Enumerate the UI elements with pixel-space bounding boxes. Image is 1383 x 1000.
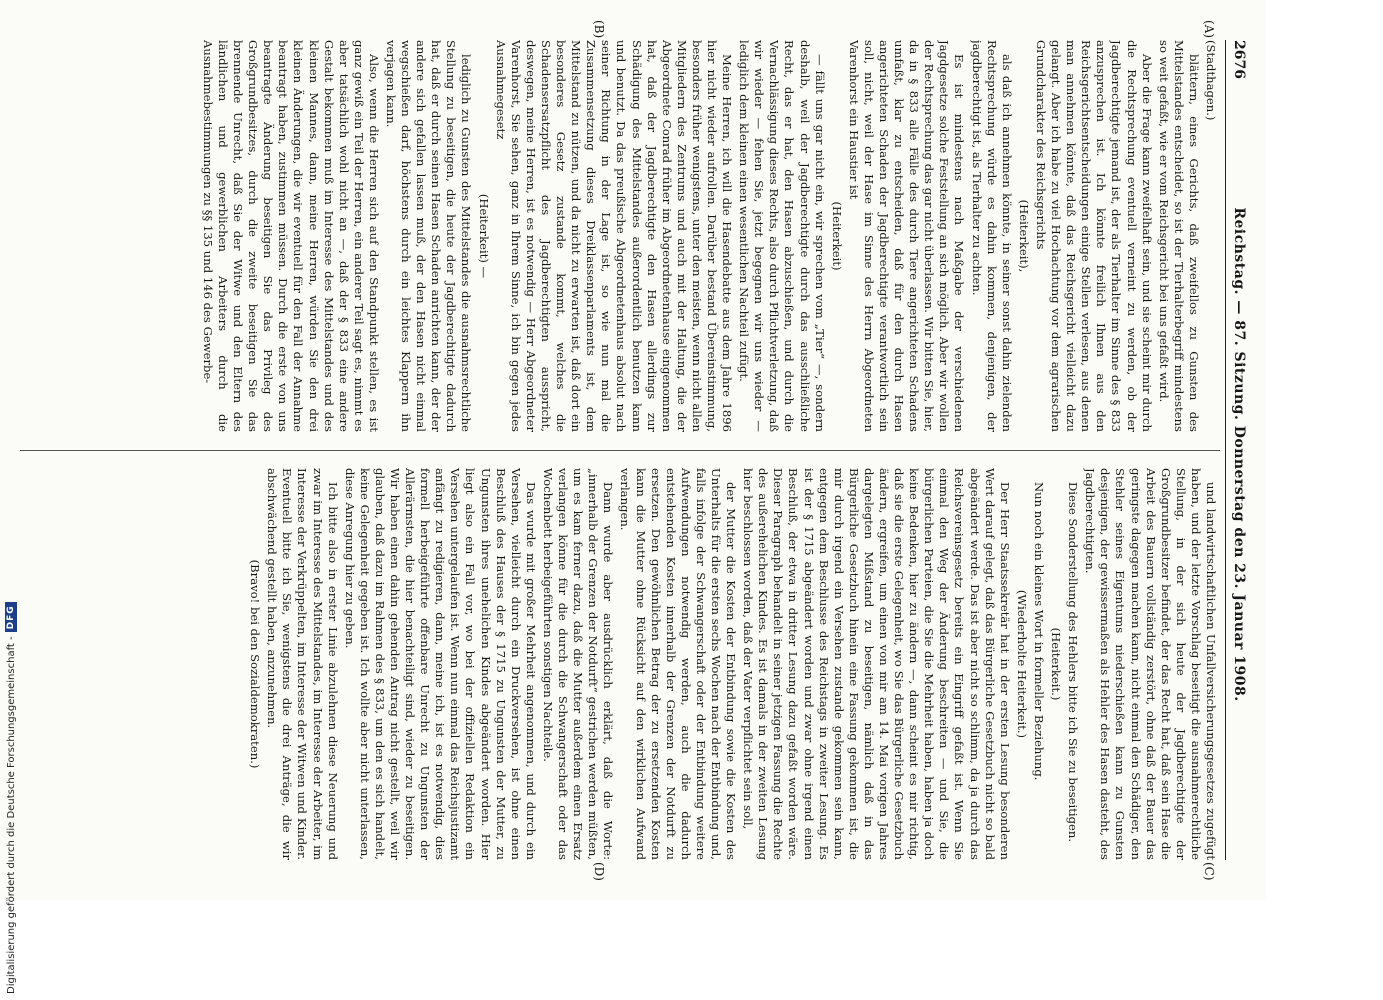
- header-rule: [1225, 40, 1226, 860]
- paragraph: als daß ich annehmen könnte, in seiner sonst dahin zielenden Rechtsprechung würde es dahin kommen, denjenigen, der jagdberechtigt ist, als Tierhalter zu achten.: [969, 40, 1014, 432]
- paragraph: (Heiterkeit),: [1016, 199, 1031, 273]
- right-text-column: [18, 468, 1218, 860]
- paragraph: (Stadthagen.): [1204, 40, 1218, 121]
- margin-mark-a: (A): [1202, 20, 1216, 39]
- digitization-footer: [0, 0, 22, 1000]
- paragraph: lediglich zu Gunsten des Mittelstandes die ausnahmsrechtliche Stellung zu beseitigen, die heute der Jagdberechtigte dadurch hat, daß er durch seinen Hasen Schaden anrichten kann, der der andere sich gefallen lassen muß, der den Hasen nicht einmal wegschießen darf, höchstens durch ein leichtes Klappern ihn verjagen kann.: [384, 40, 474, 432]
- paragraph: — fällt uns gar nicht ein, wir sprechen vom „Tier“ —, sondern deshalb, weil der Jagdberechtigte durch das ausschließliche Recht, das er hat, den Hasen abzuschießen, und durch die Vernachlässigung dieses Rechts, also durch Pflichtverletzung, daß wir wieder — fehen Sie, jetzt begegnen wir uns wieder — lediglich dem kleinen einen wesentlichen Nachteil zufügt.: [737, 40, 827, 432]
- margin-mark-c: (C): [1202, 862, 1216, 881]
- page-number: 2676: [1231, 40, 1247, 79]
- left-text-column: [18, 40, 1218, 432]
- paragraph: und landwirtschaftlichen Unfallversicherungsgesetzes zugefügt haben, und der letzte Vorschlag beseitigt die ausnahmerechtliche Stellung, in der sich heute der Jagdberechtigte der Großgrundbesitzer befindet, der das Recht hat, daß sein Hase die Arbeit des Bauern vollständig zerstört, ohne daß der Bauer das geringste dagegen machen kann, nicht einmal den Schädiger, den Stehler seines Eigentums niederschießen kann zu Gunsten desjenigen, der gewissermaßen als Hehler des Hasen dasteht, des Jagdberechtigten.: [1083, 468, 1218, 860]
- paragraph: Nun noch ein kleines Wort in formeller Beziehung.: [1031, 482, 1046, 781]
- margin-mark-d: (D): [592, 862, 606, 881]
- paragraph: Diese Sonderstellung des Hehlers bitte ich Sie zu beseitigen.: [1066, 482, 1081, 843]
- paragraph: Aber die Frage kann zweifelhaft sein, und sie scheint mir durch die Rechtsprechung eventuell verneint zu werden, ob der Jagdberechtigte jemand ist, der als Tierhalter im Sinne des § 833 anzusprechen ist. Ich könnte freilich Ihnen aus den Reichsgerichtsentscheidungen einige Stellen verlesen, aus denen man annehmen könnte, daß das Reichsgericht vielleicht dazu gelangt. Aber ich habe zu viel Hochachtung vor dem agrarischen Grundcharakter des Reichsgerichts: [1033, 40, 1154, 432]
- paragraph: (Wiederholte Heiterkeit.): [1014, 589, 1029, 739]
- paragraph: der Mutter die Kosten der Entbindung sowie die Kosten des Unterhalts für die ersten sechs Wochen nach der Entbindung und, falls infolge der Schwangerschaft oder der Entbindung weitere Aufwendungen notwendig werden, auch die dadurch entstehenden Kosten innerhalb der Grenzen der Notdurft zu ersetzen. Den gewöhnlichen Betrag der zu ersetzenden Kosten kann die Mutter ohne Rücksicht auf den wirklichen Aufwand verlangen.: [618, 468, 739, 860]
- margin-mark-b: (B): [592, 20, 606, 39]
- paragraph: (Bravo! bei den Sozialdemokraten.): [248, 559, 263, 769]
- paragraph: (Heiterkeit): [829, 201, 844, 271]
- paragraph: Das wurde mit großer Mehrheit angenommen, und durch ein Versehen, vielleicht durch ein Druckversehen, ist ohne einen Beschluß des Hauses der § 1715 zu Ungunsten der Mutter, zu Ungunsten ihres unehelichen Kindes abgeändert worden. Hier liegt also ein Fall vor, wo bei der offiziellen Redaktion ein Versehen untergelaufen ist. Wenn nun einmal das Reichsjustizamt anfängt zu redigieren, dann, meine ich, ist es notwendig, dies formell herbeigeführte offenbare Unrecht zu Ungunsten der Allerärmsten, die hier benachteiligt sind, wieder zu beseitigen. Wir haben einen dahin gehenden Antrag nicht gestellt, weil wir glauben, daß dazu im Rahmen des § 833, um den es sich handelt, keine Gelegenheit gegeben ist. Ich wollte aber nicht unterlassen, diese Anregung hier zu geben.: [342, 468, 538, 860]
- paragraph: (Heiterkeit.): [1049, 627, 1064, 701]
- paragraph: Also, wenn die Herren sich auf den Standpunkt stellen, es ist ganz gewiß ein Teil der Herren, ein anderer Teil sagt es, nimmt es aber tatsächlich wohl nicht an —, daß der § 833 eine andere Gestalt bekommen muß im Interesse des Mittelstandes und des kleinen Mannes, dann, meine Herren, würden Sie den drei kleinen Änderungen, die wir eventuell für den Fall der Annahme beantragt haben, zustimmen müssen. Durch die erste von uns beantragte Änderung beseitigen Sie das Privileg des Großgrundbesitzes, durch die zweite beseitigen Sie das brennende Unrecht, daß Sie der Witwe und den Eltern des ländlichen und gewerblichen Arbeiters durch die Ausnahmebestimmungen zu §§ 135 und 146 des Gewerbe-: [200, 40, 381, 432]
- dfg-logo: DFG: [5, 602, 17, 632]
- paragraph: Ich bitte also in erster Linie abzulehnen diese Neuerung und zwar im Interesse des Mittelstandes, im Interesse der Arbeiter, im Interesse der Verkrüppelten, im Interesse der Witwen und Kinder. Eventuell bitte ich Sie, wenigstens die drei Anträge, die wir abschwächend gestellt haben, anzunehmen.: [265, 468, 340, 860]
- page-header: [1228, 40, 1250, 860]
- paragraph: Der Herr Staatssekretär hat in der ersten Lesung besonderen Wert darauf gelegt, daß das Bürgerliche Gesetzbuch nicht so bald abgeändert werde. Das ist aber nicht so schlimm, da ja durch das Reichsvereinsgesetz bereits ein Eingriff gefaßt ist. Wenn Sie einmal den Weg der Änderung beschreiten — und Sie, die bürgerlichen Parteien, die Sie die Mehrheit haben, haben ja doch keine Bedenken, hier zu ändern —, dann scheint es mir richtig, daß sie die erste Gelegenheit, wo Sie das Bürgerliche Gesetzbuch ändern, ergreifen, um einen von mir am 14. Mai vorigen Jahres dargelegten Mißstand zu beseitigen, nämlich daß in das Bürgerliche Gesetzbuch hinein eine Fassung gekommen ist, die mir durch irgend ein Versehen zustande gekommen sein kann, entgegen dem Beschlusse des Reichstags in zweiter Lesung. Es ist der § 1715 abgeändert worden und zwar ohne irgend einen Beschluß, der etwa in dritter Lesung dazu gefaßt worden wäre. Dieser Paragraph behandelt in seiner jetzigen Fassung die Rechte des außerehelichen Kindes. Es ist damals in der zweiten Lesung hier beschlossen worden, daß der Vater verpflichtet sein soll,: [741, 468, 1012, 860]
- paragraph: blättern, eines Gerichts, daß zweifellos zu Gunsten des Mittelstandes entscheidet, so ist der Tierhalterbegriff mindestens so weit gefaßt, wie er vom Reichsgericht bei uns gefaßt wird.: [1156, 40, 1201, 432]
- column-divider: [20, 450, 1220, 451]
- page-title: Reichstag. — 87. Sitzung. Donnerstag den 23. Januar 1908.: [1231, 207, 1247, 702]
- paragraph: Meine Herren, ich will die Hasendebatte aus dem Jahre 1896 hier nicht wieder aufrollen. Darüber bestand Übereinstimmung, besonders früher wenigstens, unter den meisten, wenn nicht allen Mitgliedern des Zentrums und auch mit der Haltung, die der Abgeordnete Conrad früher im Abgeordnetenhause eingenommen hat, daß der Jagdberechtigte den Hasen allerdings zur Schädigung des Mittelstandes außerordentlich benutzen kann und benutzt. Da das preußische Abgeordnetenhaus absolut nach seiner Richtung in der Lage ist, so wie nun mal die Zusammensetzung dieses Dreiklassenparlaments ist, dem Mittelstand zu nützen, und da nicht zu erwarten ist, daß dort ein besonderes Gesetz zustande kommt, welches die Schadensersatzpflicht des Jagdberechtigten ausspricht, deswegen, meine Herren, ist es notwendig — Herr Abgeordneter Varenhorst, Sie sehen, ganz in Ihrem Sinne, ich bin gegen jedes Ausnahmegesetz: [493, 40, 735, 432]
- paragraph: Dann wurde aber ausdrücklich erklärt, daß die Worte: „innerhalb der Grenzen der Notdurft“ gestrichen werden müßten, um es kam ferner dazu, daß die Mutter außerdem einen Ersatz verlangen könne für die durch die Schwangerschaft oder das Wochenbett herbeigeführten sonstigen Nachteile.: [540, 468, 616, 860]
- paragraph: (Heiterkeit) —: [476, 193, 491, 279]
- paragraph: Es ist mindestens nach Maßgabe der verschiedenen Jagdgesetze solche Feststellung an sich möglich. Aber wir wollen der Rechtsprechung das gar nicht überlassen. Wir bitten Sie, hier, da in § 833 alle Fälle des durch Tiere angerichteten Schadens umfaßt, klar zu entscheiden, daß für den durch Hasen angerichteten Schaden der Jagdberechtigte verantwortlich sein soll, nicht, weil der Hase im Sinne des Herrn Abgeordneten Varenhorst ein Haustier ist: [846, 40, 967, 432]
- footer-text: Digitalisierung gefördert durch die Deutsche Forschungsgemeinschaft -: [5, 636, 17, 994]
